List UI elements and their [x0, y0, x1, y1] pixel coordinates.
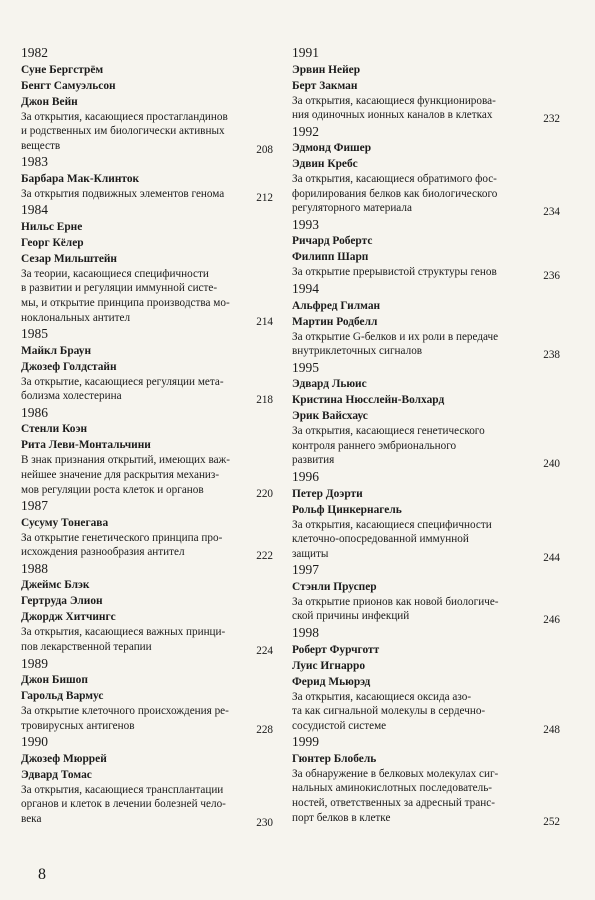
prize-citation — [292, 767, 560, 828]
prize-citation — [21, 625, 273, 657]
laureate-name: Джон Вейн — [21, 95, 78, 108]
prize-year: 1998 — [292, 625, 319, 640]
laureate-name: Ферид Мьюрэд — [292, 675, 371, 688]
citation-line: та как сигнальной молекулы в сердечно- — [292, 705, 486, 718]
prize-year: 1996 — [292, 469, 319, 485]
citation-line: контроля раннего эмбрионального — [292, 439, 457, 452]
laureate-name: Георг Кёлер — [21, 236, 84, 249]
prize-entry-1994 — [292, 280, 560, 362]
citation-line: За открытия, касающиеся обратимого фос- — [292, 173, 497, 186]
laureate-name: Мартин Родбелл — [292, 315, 378, 328]
laureate-name: Сезар Мильштейн — [21, 252, 117, 265]
page-reference: 222 — [256, 550, 273, 563]
prize-entry-1982 — [21, 44, 273, 156]
laureate-name: Джозеф Мюррей — [21, 752, 107, 765]
laureate-name: Стэнли Пруспер — [292, 580, 377, 593]
prize-entry-1983 — [21, 153, 273, 204]
prize-year: 1986 — [21, 404, 48, 420]
citation-line: защиты — [292, 547, 329, 560]
laureate-name: Рита Леви-Монтальчини — [21, 439, 151, 452]
prize-year: 1983 — [21, 154, 48, 170]
laureate-name: Эрвин Нейер — [292, 63, 361, 76]
prize-citation — [292, 595, 560, 627]
prize-entry-1998 — [292, 624, 560, 736]
citation-line: сосудистой системе — [292, 719, 387, 732]
citation-line: внутриклеточных сигналов — [292, 345, 423, 358]
prize-citation — [292, 94, 560, 126]
citation-line: мов регуляции роста клеток и органов — [21, 483, 204, 496]
laureate-name: Эдвард Томас — [21, 768, 92, 781]
prize-entry-1984 — [21, 201, 273, 328]
laureate-name: Эрик Вайсхаус — [292, 410, 368, 423]
citation-line: и родственных им биологически активных — [21, 125, 225, 138]
prize-citation — [21, 187, 273, 202]
prize-entry-1992 — [292, 123, 560, 219]
page-reference: 218 — [256, 394, 273, 407]
laureate-name: Бенгт Самуэльсон — [21, 79, 116, 92]
prize-year: 1988 — [21, 560, 48, 576]
prize-year: 1997 — [292, 562, 319, 578]
prize-citation — [292, 518, 560, 562]
citation-line: За открытия, касающиеся трансплантации — [21, 783, 224, 796]
page-reference: 238 — [543, 349, 560, 362]
prize-year: 1999 — [292, 734, 319, 750]
page-reference: 224 — [256, 645, 273, 657]
prize-citation — [292, 330, 560, 362]
prize-citation — [292, 690, 560, 734]
citation-line: нальных аминокислотных последователь- — [292, 782, 493, 795]
page-reference: 240 — [543, 458, 560, 471]
prize-citation — [292, 172, 560, 219]
laureate-name: Гарольд Вармус — [21, 690, 104, 703]
prize-entry-1997 — [292, 561, 560, 627]
prize-year: 1993 — [292, 216, 319, 232]
prize-year: 1995 — [292, 359, 319, 375]
prize-entry-1995 — [292, 359, 560, 471]
laureate-name: Эдмонд Фишер — [292, 142, 372, 155]
laureate-name: Суне Бергстрём — [21, 63, 104, 76]
laureate-name: Сусуму Тонегава — [21, 516, 109, 529]
citation-line: За открытия, касающиеся генетического — [292, 425, 485, 438]
laureate-name: Кристина Нюсслейн-Волхард — [292, 394, 445, 407]
citation-line: мы, и открытие принципа производства мо- — [21, 297, 230, 310]
citation-line: болизма холестерина — [21, 390, 122, 403]
citation-line: веществ — [21, 139, 61, 152]
laureate-name: Джон Бишоп — [21, 674, 88, 687]
page-number: 8 — [38, 866, 46, 883]
prize-entry-1985 — [21, 325, 273, 407]
page-reference: 232 — [543, 113, 560, 126]
citation-line: За открытия, касающиеся простагландинов — [21, 110, 228, 123]
prize-citation — [292, 265, 560, 283]
citation-line: регуляторного материала — [292, 202, 412, 215]
prize-year: 1992 — [292, 123, 319, 139]
prize-entry-1991 — [292, 44, 560, 126]
citation-line: В знак признания открытий, имеющих важ- — [21, 454, 230, 467]
prize-year: 1982 — [21, 45, 48, 60]
citation-line: развития — [292, 454, 335, 467]
page-reference: 212 — [256, 191, 273, 204]
prize-citation — [21, 267, 273, 328]
citation-line: тровирусных антигенов — [21, 719, 135, 732]
laureate-name: Филипп Шарп — [292, 251, 369, 264]
page-reference: 248 — [543, 723, 560, 736]
prize-citation — [21, 110, 273, 154]
citation-line: века — [21, 812, 42, 825]
prize-entry-1986 — [21, 404, 273, 500]
page-reference: 236 — [543, 270, 560, 283]
citation-line: За открытие прерывистой структуры генов — [292, 266, 497, 279]
right-column — [292, 44, 560, 828]
prize-citation — [21, 375, 273, 407]
prize-entry-1999 — [292, 733, 560, 828]
prize-year: 1987 — [21, 498, 48, 514]
prize-entry-1987 — [21, 497, 273, 563]
citation-line: За открытие генетического принципа про- — [21, 531, 223, 544]
prize-entry-1988 — [21, 560, 273, 655]
citation-line: За открытия, касающиеся оксида азо- — [292, 690, 472, 703]
page-reference: 208 — [256, 143, 273, 156]
citation-line: органов и клеток в лечении болезней чело- — [21, 798, 226, 811]
prize-entry-1990 — [21, 733, 273, 829]
prize-citation — [21, 453, 273, 500]
citation-line: порт белков в клетке — [292, 811, 391, 824]
citation-line: в развитии и регуляции иммунной систе- — [21, 282, 218, 295]
left-column — [21, 44, 273, 827]
prize-year: 1994 — [292, 281, 319, 297]
laureate-name: Берт Закман — [292, 79, 358, 92]
prize-year: 1991 — [292, 45, 319, 60]
laureate-name: Эдвин Кребс — [292, 158, 358, 171]
citation-line: За обнаружение в белковых молекулах сиг- — [292, 767, 499, 780]
prize-year: 1989 — [21, 655, 48, 671]
citation-line: За открытия, касающиеся важных принци- — [21, 626, 226, 639]
page-reference: 230 — [256, 816, 273, 829]
laureate-name: Джордж Хитчингс — [21, 611, 116, 624]
page-reference: 228 — [256, 723, 273, 736]
page-reference: 246 — [543, 614, 560, 627]
citation-line: За открытие, касающиеся регуляции мета- — [21, 375, 224, 388]
laureate-name: Эдвард Льюис — [292, 378, 367, 391]
citation-line: клеточно-опосредованной иммунной — [292, 533, 469, 546]
laureate-name: Барбара Мак-Клинток — [21, 172, 140, 185]
prize-year: 1990 — [21, 734, 48, 750]
page-reference: 214 — [256, 315, 273, 328]
prize-citation — [21, 704, 273, 736]
citation-line: исхождения разнообразия антител — [21, 546, 185, 559]
prize-entry-1993 — [292, 216, 560, 283]
citation-line: За открытия, касающиеся функционирова- — [292, 94, 496, 107]
laureate-name: Рольф Цинкернагель — [292, 503, 402, 516]
citation-line: ностей, ответственных за адресный транс- — [292, 796, 495, 809]
page-reference: 220 — [256, 487, 273, 500]
citation-line: ской причины инфекций — [292, 610, 410, 623]
page-reference: 244 — [543, 551, 560, 564]
citation-line: ноклональных антител — [21, 311, 131, 324]
citation-line: форилирования белков как биологического — [292, 187, 498, 200]
citation-line: За открытие прионов как новой биологиче- — [292, 595, 499, 608]
laureate-name: Гертруда Элион — [21, 595, 103, 608]
prize-citation — [21, 531, 273, 563]
citation-line: За открытие клеточного происхождения ре- — [21, 705, 229, 718]
laureate-name: Петер Доэрти — [292, 487, 363, 500]
prize-citation — [21, 783, 273, 827]
prize-year: 1985 — [21, 326, 48, 342]
prize-entry-1989 — [21, 655, 273, 734]
laureate-name: Джозеф Голдстайн — [21, 360, 117, 373]
laureate-name: Альфред Гилман — [292, 299, 381, 312]
prize-citation — [292, 424, 560, 471]
citation-line: За открытие G-белков и их роли в передаче — [292, 330, 499, 343]
citation-line: нейшее значение для раскрытия механиз- — [21, 469, 220, 482]
laureate-name: Майкл Браун — [21, 344, 92, 357]
citation-line: За открытия подвижных элементов генома — [21, 187, 225, 200]
page-reference: 252 — [543, 815, 560, 828]
prize-entry-1996 — [292, 468, 560, 564]
laureate-name: Нильс Ерне — [21, 220, 83, 233]
laureate-name: Роберт Фурчготт — [292, 643, 380, 656]
citation-line: За открытия, касающиеся специфичности — [292, 518, 492, 531]
laureate-name: Стенли Коэн — [21, 423, 88, 436]
citation-line: За теории, касающиеся специфичности — [21, 267, 209, 280]
page-reference: 234 — [543, 206, 560, 219]
laureate-name: Гюнтер Блобель — [292, 752, 377, 765]
laureate-name: Ричард Робертс — [292, 235, 373, 248]
laureate-name: Джеймс Блэк — [21, 579, 90, 592]
laureate-name: Луис Игнарро — [292, 659, 366, 672]
citation-line: пов лекарственной терапии — [21, 641, 152, 653]
prize-year: 1984 — [21, 202, 48, 218]
citation-line: ния одиночных ионных каналов в клетках — [292, 109, 493, 122]
